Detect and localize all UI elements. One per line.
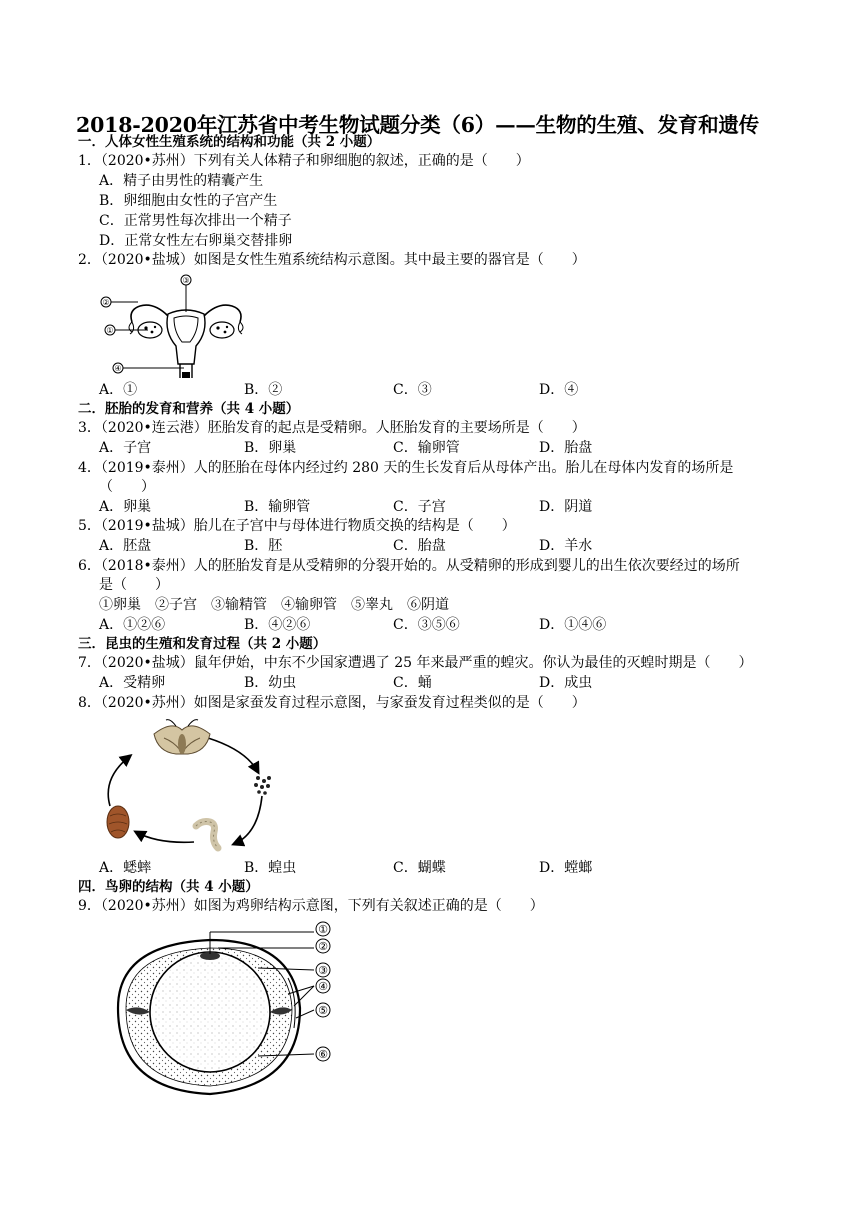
q8-option-c: C．蝴蝶 <box>393 860 446 876</box>
q4-option-b: B．输卵管 <box>244 499 311 515</box>
q7-option-a: A．受精卵 <box>99 675 166 691</box>
question-9-stem: 9．（2020•苏州）如图为鸡卵结构示意图，下列有关叙述正确的是（ ） <box>78 898 544 914</box>
q6-option-d: D．①④⑥ <box>539 617 607 633</box>
question-3-stem: 3．（2020•连云港）胚胎发育的起点是受精卵。人胚胎发育的主要场所是（ ） <box>78 420 586 436</box>
egg-label-6: ⑥ <box>318 1048 328 1061</box>
q5-option-d: D．羊水 <box>539 538 593 554</box>
question-6-stem-cont: 是（ ） <box>99 577 169 593</box>
q5-option-c: C．胎盘 <box>393 538 446 554</box>
q3-option-a: A．子宫 <box>99 440 152 456</box>
q2-option-a: A．① <box>99 382 138 398</box>
q1-option-b: B．卵细胞由女性的子宫产生 <box>99 193 278 209</box>
q1-option-d: D．正常女性左右卵巢交替排卵 <box>99 233 293 249</box>
q7-option-d: D．成虫 <box>539 675 593 691</box>
question-1-stem: 1．（2020•苏州）下列有关人体精子和卵细胞的叙述，正确的是（ ） <box>78 153 530 169</box>
fig-label-2: ② <box>102 298 110 307</box>
larva-icon <box>196 822 218 849</box>
chicken-egg-structure-figure <box>98 918 348 1104</box>
q8-option-d: D．螳螂 <box>539 860 593 876</box>
egg-label-1: ① <box>318 923 328 936</box>
q4-option-c: C．子宫 <box>393 499 446 515</box>
q8-option-b: B．蝗虫 <box>244 860 297 876</box>
q3-option-b: B．卵巢 <box>244 440 297 456</box>
q2-option-c: C．③ <box>393 382 432 398</box>
q5-option-a: A．胚盘 <box>99 538 152 554</box>
q6-option-c: C．③⑤⑥ <box>393 617 460 633</box>
egg-label-3: ③ <box>318 964 328 977</box>
q3-option-c: C．输卵管 <box>393 440 460 456</box>
fig-label-4: ④ <box>114 364 122 373</box>
section-heading: 二．胚胎的发育和营养（共 4 小题） <box>78 401 300 417</box>
q7-option-c: C．蛹 <box>393 675 432 691</box>
page-title: 2018-2020年江苏省中考生物试题分类（6）——生物的生殖、发育和遗传 <box>76 113 759 137</box>
q7-option-b: B．幼虫 <box>244 675 297 691</box>
egg-label-4: ④ <box>318 980 328 993</box>
question-6-stem: 6．（2018•泰州）人的胚胎发育是从受精卵的分裂开始的。从受精卵的形成到婴儿的出生依次要经过的场所 <box>78 558 740 574</box>
q2-option-d: D．④ <box>539 382 579 398</box>
pupa-icon <box>107 806 129 838</box>
fig-label-1: ① <box>106 326 114 335</box>
question-4-stem-cont: （ ） <box>99 479 155 495</box>
q6-option-a: A．①②⑥ <box>99 617 166 633</box>
female-reproductive-system-figure <box>98 272 258 380</box>
question-4-stem: 4．（2019•泰州）人的胚胎在母体内经过约 280 天的生长发育后从母体产出。胎儿在母体内发育的场所是 <box>78 460 734 476</box>
q1-option-c: C．正常男性每次排出一个精子 <box>99 213 292 229</box>
egg-label-5: ⑤ <box>318 1004 328 1017</box>
section-heading: 四．鸟卵的结构（共 4 小题） <box>78 879 259 895</box>
q8-option-a: A．蟋蟀 <box>99 860 152 876</box>
question-7-stem: 7．（2020•盐城）鼠年伊始，中东不少国家遭遇了 25 年来最严重的蝗灾。你认为最佳的灭蝗时期是（ ） <box>78 655 753 671</box>
silkworm-life-cycle-figure <box>96 716 276 856</box>
q2-option-b: B．② <box>244 382 283 398</box>
q3-option-d: D．胎盘 <box>539 440 593 456</box>
moth-icon <box>154 720 210 754</box>
q1-option-a: A．精子由男性的精囊产生 <box>99 173 264 189</box>
fig-label-3: ③ <box>182 276 190 285</box>
q4-option-d: D．阴道 <box>539 499 593 515</box>
q4-option-a: A．卵巢 <box>99 499 152 515</box>
section-heading: 三．昆虫的生殖和发育过程（共 2 小题） <box>78 636 327 652</box>
question-8-stem: 8．（2020•苏州）如图是家蚕发育过程示意图，与家蚕发育过程类似的是（ ） <box>78 695 586 711</box>
q6-option-b: B．④②⑥ <box>244 617 311 633</box>
question-5-stem: 5．（2019•盐城）胎儿在子宫中与母体进行物质交换的结构是（ ） <box>78 518 516 534</box>
section-heading: 一．人体女性生殖系统的结构和功能（共 2 小题） <box>78 134 381 150</box>
egg-label-2: ② <box>318 940 328 953</box>
q5-option-b: B．胚 <box>244 538 283 554</box>
eggs-icon <box>254 776 271 795</box>
question-6-items: ①卵巢 ②子宫 ③输精管 ④输卵管 ⑤睾丸 ⑥阴道 <box>99 597 449 613</box>
question-2-stem: 2．（2020•盐城）如图是女性生殖系统结构示意图。其中最主要的器官是（ ） <box>78 252 586 268</box>
